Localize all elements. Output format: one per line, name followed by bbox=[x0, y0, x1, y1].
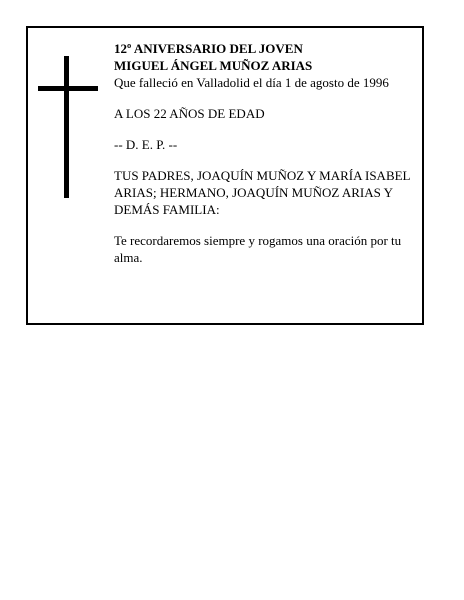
obituary-notice bbox=[26, 26, 424, 325]
closing-text: Te recordaremos siempre y rogamos una oración por tu alma. bbox=[114, 233, 402, 265]
death-line: Que falleció en Valladolid el día 1 de agosto de 1996 bbox=[114, 75, 389, 90]
cross-vertical-bar bbox=[64, 56, 69, 198]
title-line-2: MIGUEL ÁNGEL MUÑOZ ARIAS bbox=[114, 58, 313, 73]
family-text: TUS PADRES, JOAQUÍN MUÑOZ Y MARÍA ISABEL ARIAS; HERMANO, JOAQUÍN MUÑOZ ARIAS Y DEMÁS FAMILIA: bbox=[114, 168, 411, 217]
age-line: A LOS 22 AÑOS DE EDAD bbox=[114, 106, 265, 121]
cross-icon bbox=[38, 56, 98, 198]
title-line-1: 12º ANIVERSARIO DEL JOVEN bbox=[114, 41, 303, 56]
cross-horizontal-bar bbox=[38, 86, 98, 91]
rip-line: -- D. E. P. -- bbox=[114, 137, 178, 152]
notice-text bbox=[114, 40, 419, 266]
